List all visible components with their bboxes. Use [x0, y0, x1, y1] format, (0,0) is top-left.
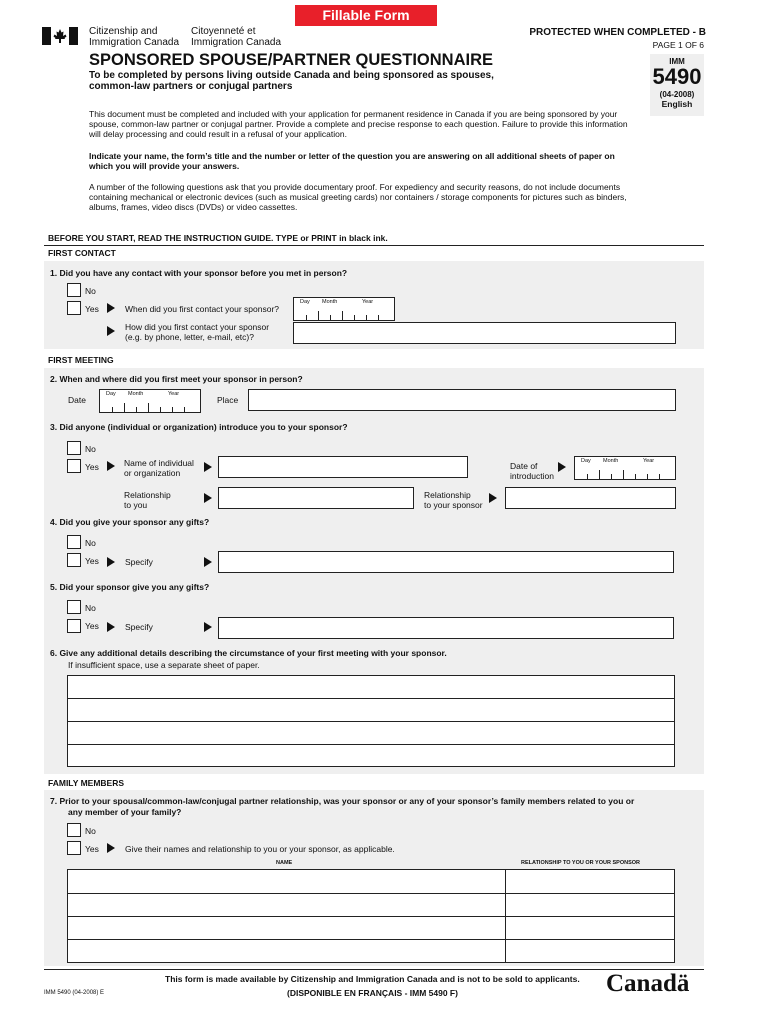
q7-family-table[interactable] [67, 869, 675, 963]
form-imm: IMM [669, 57, 685, 66]
q3-rel-you-label [124, 490, 171, 510]
q3-name-l2: or organization [124, 468, 181, 478]
page-number: PAGE 1 OF 6 [652, 40, 704, 50]
arrow-icon [107, 326, 115, 336]
intro-p2-l1: Indicate your name, the form’s title and the number or letter of the question you are answering on all additional sheets of paper on [89, 151, 615, 161]
intro-p1-l1: This document must be completed and included with your application for permanent residence in Canada if you are being sponsored by your [89, 109, 618, 119]
q5-yes-checkbox[interactable] [67, 619, 81, 633]
q3-date-intro-label [510, 461, 554, 481]
q5-no-checkbox[interactable] [67, 600, 81, 614]
q3-name-l1: Name of individual [124, 458, 194, 468]
arrow-icon [204, 493, 212, 503]
q1-how-input[interactable] [293, 322, 676, 344]
q3-rel-sponsor-input[interactable] [505, 487, 676, 509]
question-1: 1. Did you have any contact with your sponsor before you met in person? [50, 268, 348, 278]
divider-top [44, 245, 704, 246]
intro-p2-l2: which you will provide your answers. [89, 161, 240, 171]
q3-name-label [124, 458, 194, 478]
q6-note: If insufficient space, use a separate sheet of paper. [68, 660, 260, 670]
q3-rel-you-l1: Relationship [124, 490, 171, 500]
year-label: Year [362, 299, 374, 305]
q7-col-relationship-header: RELATIONSHIP TO YOU OR YOUR SPONSOR [521, 860, 640, 866]
q3-rel-sponsor-l2: to your sponsor [424, 500, 483, 510]
q7-col-name-header: NAME [276, 860, 293, 866]
subtitle-line1: To be completed by persons living outside Canada and being sponsored as spouses, [89, 70, 494, 81]
q3-no-label: No [85, 444, 96, 454]
q7-line1: 7. Prior to your spousal/common-law/conjugal partner relationship, was your sponsor or any of your sponsor’s family members related to you or [50, 796, 635, 806]
intro-paragraph-1 [89, 109, 628, 139]
intro-paragraph-2 [89, 151, 615, 171]
q3-yes-label: Yes [85, 462, 99, 472]
subtitle-line2: common-law partners or conjugal partners [89, 81, 293, 92]
dept-en-line1: Citizenship and [89, 26, 158, 37]
q4-specify-input[interactable] [218, 551, 674, 573]
q2-place-label: Place [217, 395, 239, 405]
dept-en-line2: Immigration Canada [89, 37, 180, 48]
arrow-icon [204, 557, 212, 567]
fillable-form-banner: Fillable Form [295, 5, 437, 26]
dept-name-french [191, 26, 281, 48]
q1-how-label [125, 322, 269, 342]
q7-no-checkbox[interactable] [67, 823, 81, 837]
year-label: Year [168, 391, 180, 397]
question-7 [50, 796, 634, 817]
section-first-meeting-heading: FIRST MEETING [48, 355, 114, 365]
q4-yes-checkbox[interactable] [67, 553, 81, 567]
q4-no-checkbox[interactable] [67, 535, 81, 549]
q1-how-l2: (e.g. by phone, letter, e-mail, etc)? [125, 332, 254, 342]
arrow-icon [107, 557, 115, 567]
intro-paragraph-3 [89, 182, 627, 212]
q1-no-label: No [85, 286, 96, 296]
day-label: Day [106, 391, 116, 397]
before-you-start: BEFORE YOU START, READ THE INSTRUCTION GUIDE. TYPE or PRINT in black ink. [48, 233, 388, 243]
q1-no-checkbox[interactable] [67, 283, 81, 297]
q5-yes-label: Yes [85, 621, 99, 631]
question-4: 4. Did you give your sponsor any gifts? [50, 517, 210, 527]
arrow-icon [107, 622, 115, 632]
arrow-icon [107, 461, 115, 471]
q3-no-checkbox[interactable] [67, 441, 81, 455]
q7-yes-label: Yes [85, 844, 99, 854]
q4-specify-label: Specify [125, 557, 153, 567]
q4-yes-label: Yes [85, 556, 99, 566]
q6-details-input[interactable] [67, 675, 675, 767]
intro-p3-l2: containing mechanical or electronic devices (such as musical greeting cards) nor containers / storage components for pictures such as binders, [89, 192, 627, 202]
q3-yes-checkbox[interactable] [67, 459, 81, 473]
footer-divider [44, 969, 704, 970]
intro-p1-l2: spouse, common-law partner or conjugal partner. Provide a complete and precise response to each question. Failure to provide this information [89, 119, 628, 129]
footer-french-availability: (DISPONIBLE EN FRANÇAIS - IMM 5490 F) [287, 988, 458, 998]
canada-wordmark-logo: Canadä [606, 970, 690, 997]
q7-yes-checkbox[interactable] [67, 841, 81, 855]
arrow-icon [107, 303, 115, 313]
q3-date-intro-l1: Date of [510, 461, 538, 471]
dept-fr-line1: Citoyenneté et [191, 26, 256, 37]
protected-label: PROTECTED WHEN COMPLETED - B [529, 27, 706, 38]
canada-flag-logo [42, 27, 78, 45]
q7-line2: any member of your family? [68, 806, 182, 817]
q5-specify-input[interactable] [218, 617, 674, 639]
month-label: Month [322, 299, 338, 305]
q3-rel-you-input[interactable] [218, 487, 414, 509]
dept-name-english [89, 26, 179, 48]
q7-no-label: No [85, 826, 96, 836]
arrow-icon [204, 462, 212, 472]
intro-p3-l1: A number of the following questions ask that you provide documentary proof. For expediency and security reasons, do not include documents [89, 182, 621, 192]
arrow-icon [204, 622, 212, 632]
question-5: 5. Did your sponsor give you any gifts? [50, 582, 210, 592]
arrow-icon [489, 493, 497, 503]
q2-date-label: Date [68, 395, 86, 405]
form-id-box [650, 54, 704, 116]
q3-rel-you-l2: to you [124, 500, 148, 510]
q7-give-names: Give their names and relationship to you or your sponsor, as applicable. [125, 844, 395, 854]
q3-date-field[interactable] [574, 456, 676, 480]
q4-no-label: No [85, 538, 96, 548]
q1-yes-checkbox[interactable] [67, 301, 81, 315]
question-2: 2. When and where did you first meet your sponsor in person? [50, 374, 303, 384]
q3-rel-sponsor-l1: Relationship [424, 490, 471, 500]
q2-date-field[interactable] [99, 389, 201, 413]
footer-notice: This form is made available by Citizenship and Immigration Canada and is not to be sold to applicants. [165, 974, 580, 984]
question-3: 3. Did anyone (individual or organization) introduce you to your sponsor? [50, 422, 348, 432]
q1-when-label: When did you first contact your sponsor? [125, 304, 280, 314]
section-family-heading: FAMILY MEMBERS [48, 778, 125, 788]
intro-p3-l3: albums, frames, video discs (DVDs) or video cassettes. [89, 202, 298, 212]
dept-fr-line2: Immigration Canada [191, 37, 282, 48]
footer-form-code: IMM 5490 (04-2008) E [44, 990, 105, 996]
arrow-icon [107, 843, 115, 853]
day-label: Day [581, 458, 591, 464]
form-title: SPONSORED SPOUSE/PARTNER QUESTIONNAIRE [89, 51, 494, 69]
question-6: 6. Give any additional details describing the circumstance of your first meeting with your sponsor. [50, 648, 447, 658]
form-date: (04-2008) [659, 90, 695, 99]
q3-date-intro-l2: introduction [510, 471, 554, 481]
arrow-icon [558, 462, 566, 472]
q2-place-input[interactable] [248, 389, 676, 411]
form-number: 5490 [652, 64, 702, 89]
q1-date-field[interactable] [293, 297, 395, 321]
month-label: Month [603, 458, 619, 464]
q5-no-label: No [85, 603, 96, 613]
q1-how-l1: How did you first contact your sponsor [125, 322, 270, 332]
year-label: Year [643, 458, 655, 464]
day-label: Day [300, 299, 310, 305]
q1-yes-label: Yes [85, 304, 99, 314]
intro-p1-l3: will delay processing and could result in a refusal of your application. [89, 129, 347, 139]
month-label: Month [128, 391, 144, 397]
section-first-contact-heading: FIRST CONTACT [48, 248, 116, 258]
q3-name-input[interactable] [218, 456, 468, 478]
form-language: English [661, 99, 693, 109]
q3-rel-sponsor-label [424, 490, 483, 510]
q5-specify-label: Specify [125, 622, 153, 632]
form-subtitle [89, 70, 494, 92]
